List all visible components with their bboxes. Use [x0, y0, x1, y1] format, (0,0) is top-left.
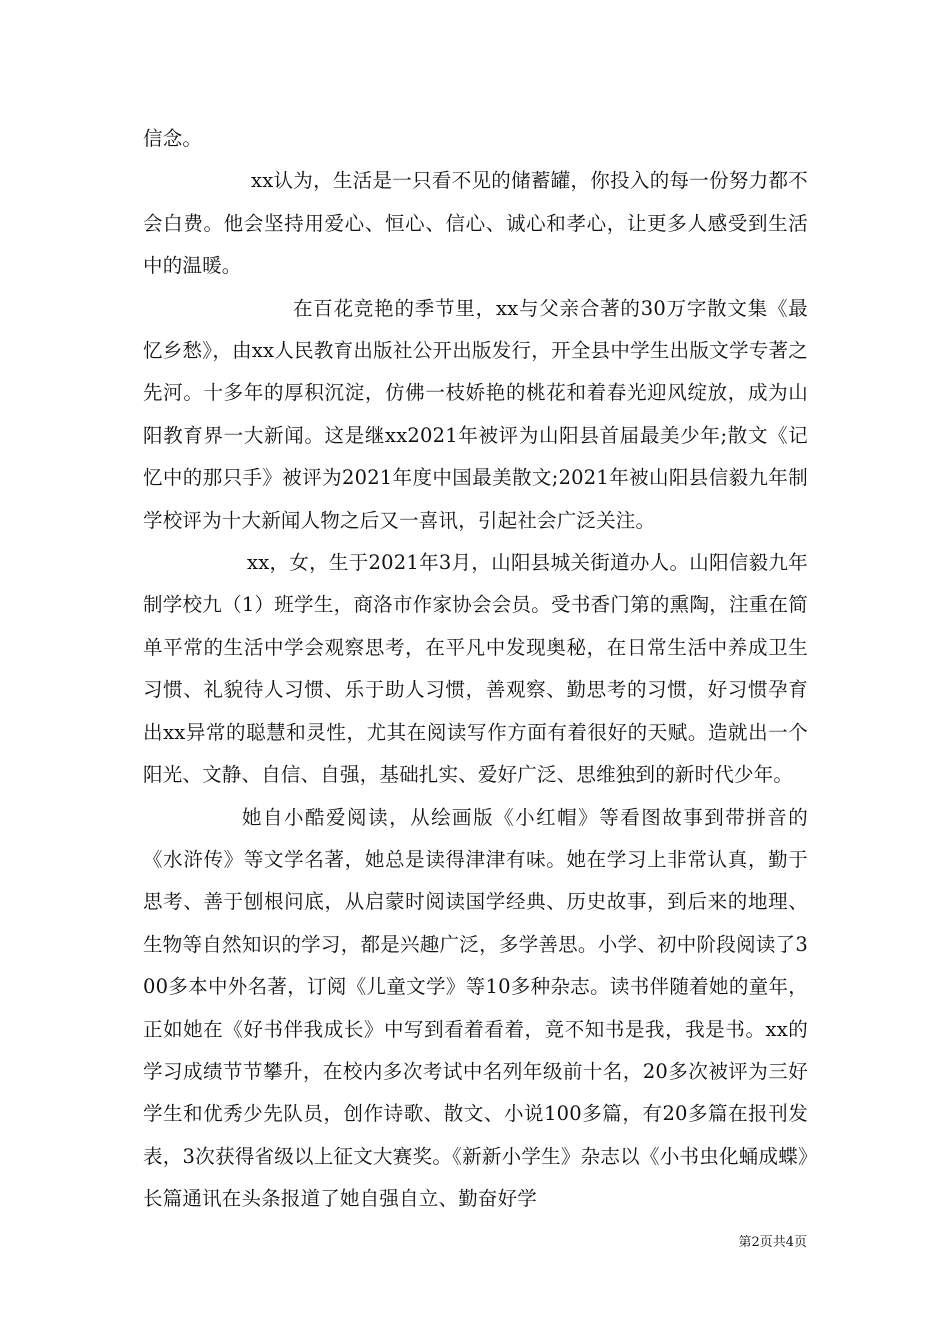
page-number-footer: 第2页共4页 — [738, 1235, 807, 1250]
paragraph-biography: xx，女，生于2021年3月，山阳县城关街道办人。山阳信毅九年制学校九（1）班学生，商洛市作家协会会员。受书香门第的熏陶，注重在简单平常的生活中学会观察思考，在平凡中发现奥秘，在日常生活中养成卫生习惯、礼貌待人习惯、乐于助人习惯，善观察、勤思考的习惯，好习惯孕育出xx异常的聪慧和灵性，尤其在阅读写作方面有着很好的天赋。造就出一个阳光、文静、自信、自强，基础扎实、爱好广泛、思维独到的新时代少年。 — [143, 551, 808, 787]
paragraph-continuation: 信念。 — [143, 127, 203, 150]
document-body — [143, 118, 808, 1221]
paragraph-book-publication: 在百花竞艳的季节里，xx与父亲合著的30万字散文集《最忆乡愁》，由xx人民教育出版社公开出版发行，开全县中学生出版文学专著之先河。十多年的厚积沉淀，仿佛一枝娇艳的桃花和着春光迎风绽放，成为山阳教育界一大新闻。这是继xx2021年被评为山阳县首届最美少年;散文《记忆中的那只手》被评为2021年度中国最美散文;2021年被山阳县信毅九年制学校评为十大新闻人物之后又一喜讯，引起社会广泛关注。 — [143, 296, 808, 532]
paragraph-savings-jar: xx认为，生活是一只看不见的储蓄罐，你投入的每一份努力都不会白费。他会坚持用爱心、恒心、信心、诚心和孝心，让更多人感受到生活中的温暖。 — [143, 169, 808, 278]
paragraph-reading: 她自小酷爱阅读，从绘画版《小红帽》等看图故事到带拼音的《水浒传》等文学名著，她总是读得津津有味。她在学习上非常认真，勤于思考、善于刨根问底，从启蒙时阅读国学经典、历史故事，到后来的地理、生物等自然知识的学习，都是兴趣广泛，多学善思。小学、初中阶段阅读了300多本中外名著，订阅《儿童文学》等10多种杂志。读书伴随着她的童年，正如她在《好书伴我成长》中写到看着看着，竟不知书是我，我是书。xx的学习成绩节节攀升，在校内多次考试中名列年级前十名，20多次被评为三好学生和优秀少先队员，创作诗歌、散文、小说100多篇，有20多篇在报刊发表，3次获得省级以上征文大赛奖。《新新小学生》杂志以《小书虫化蛹成蝶》长篇通讯在头条报道了她自强自立、勤奋好学 — [143, 805, 808, 1211]
